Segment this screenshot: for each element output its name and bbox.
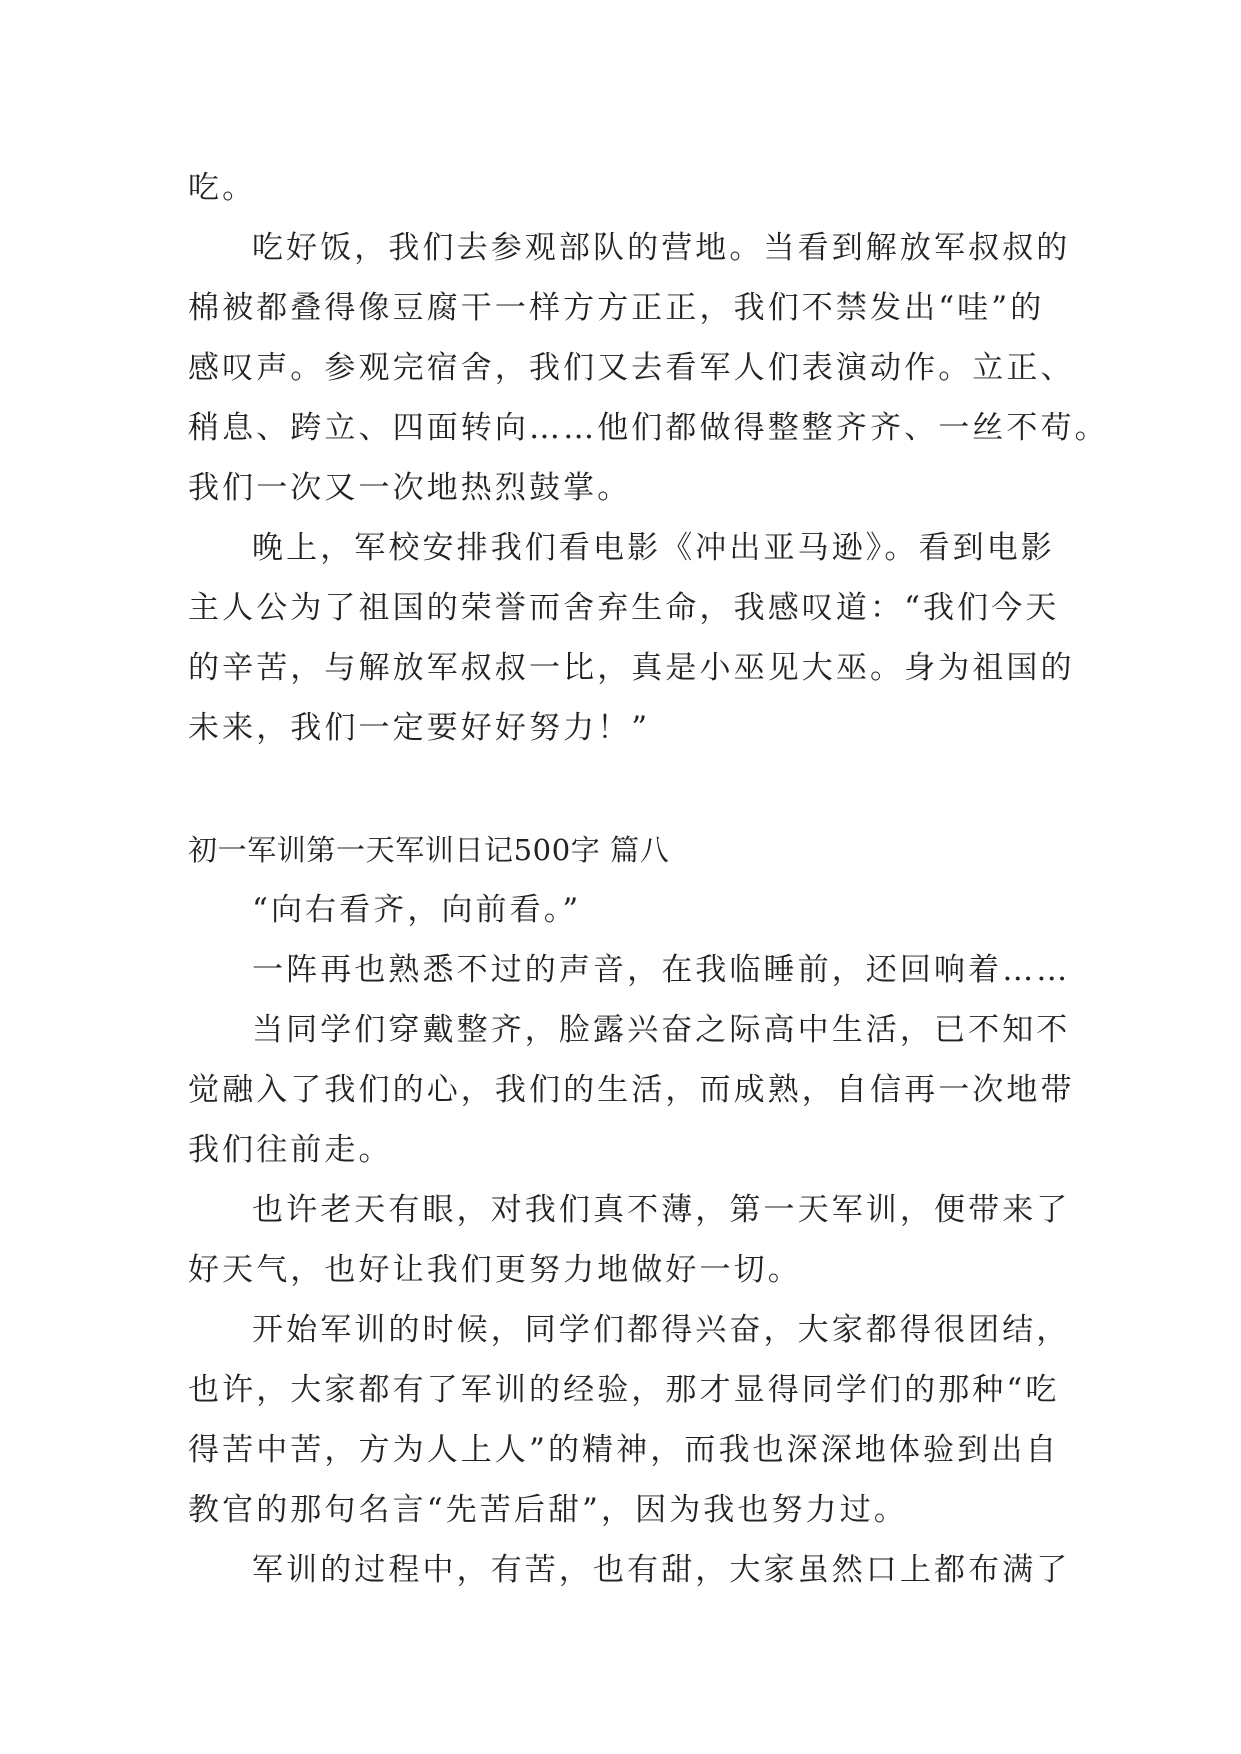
- text-line: 一阵再也熟悉不过的声音，在我临睡前，还回响着……: [252, 952, 1071, 988]
- text-line: 也许，大家都有了军训的经验，那才显得同学们的那种“吃: [188, 1372, 1060, 1408]
- text-line: 吃好饭，我们去参观部队的营地。当看到解放军叔叔的: [252, 230, 1071, 266]
- text-line: 感叹声。参观完宿舍，我们又去看军人们表演动作。立正、: [188, 350, 1075, 386]
- paragraph: [188, 1180, 1071, 1300]
- text-line: 我们往前走。: [188, 1132, 393, 1168]
- text-line: 未来，我们一定要好好努力！”: [188, 710, 651, 746]
- section-heading: 初一军训第一天军训日记500字 篇八: [188, 833, 670, 867]
- text-line: 主人公为了祖国的荣誉而舍弃生命，我感叹道：“我们今天: [188, 590, 1060, 626]
- text-line: 也许老天有眼，对我们真不薄，第一天军训，便带来了: [252, 1192, 1071, 1228]
- text-line: 当同学们穿戴整齐，脸露兴奋之际高中生活，已不知不: [252, 1012, 1071, 1048]
- text-line: “向右看齐，向前看。”: [252, 892, 582, 928]
- paragraph: [188, 880, 1058, 940]
- text-line: 的辛苦，与解放军叔叔一比，真是小巫见大巫。身为祖国的: [188, 650, 1075, 686]
- paragraph: [188, 518, 1075, 758]
- text-line: 稍息、跨立、四面转向……他们都做得整整齐齐、一丝不苟。: [188, 410, 1109, 446]
- paragraph: [188, 1000, 1075, 1180]
- text-line: 军训的过程中，有苦，也有甜，大家虽然口上都布满了: [252, 1552, 1071, 1588]
- text-line: 吃。: [188, 170, 257, 206]
- text-line: 棉被都叠得像豆腐干一样方方正正，我们不禁发出“哇”的: [188, 290, 1045, 326]
- text-line: 我们一次又一次地热烈鼓掌。: [188, 470, 632, 506]
- paragraph: [188, 1300, 1071, 1540]
- text-line: 觉融入了我们的心，我们的生活，而成熟，自信再一次地带: [188, 1072, 1075, 1108]
- document-page: [188, 158, 1109, 1600]
- text-line: 教官的那句名言“先苦后甜”，因为我也努力过。: [188, 1492, 908, 1528]
- text-line: 好天气，也好让我们更努力地做好一切。: [188, 1252, 802, 1288]
- paragraph: [188, 940, 1071, 1000]
- section-spacer: [188, 758, 1058, 820]
- text-line: 晚上，军校安排我们看电影《冲出亚马逊》。看到电影: [252, 530, 1055, 566]
- text-line: 得苦中苦，方为人上人”的精神，而我也深深地体验到出自: [188, 1432, 1060, 1468]
- text-line: 开始军训的时候，同学们都得兴奋，大家都得很团结，: [252, 1312, 1071, 1348]
- paragraph: [188, 158, 1058, 218]
- paragraph: [188, 1540, 1071, 1600]
- paragraph: [188, 218, 1109, 518]
